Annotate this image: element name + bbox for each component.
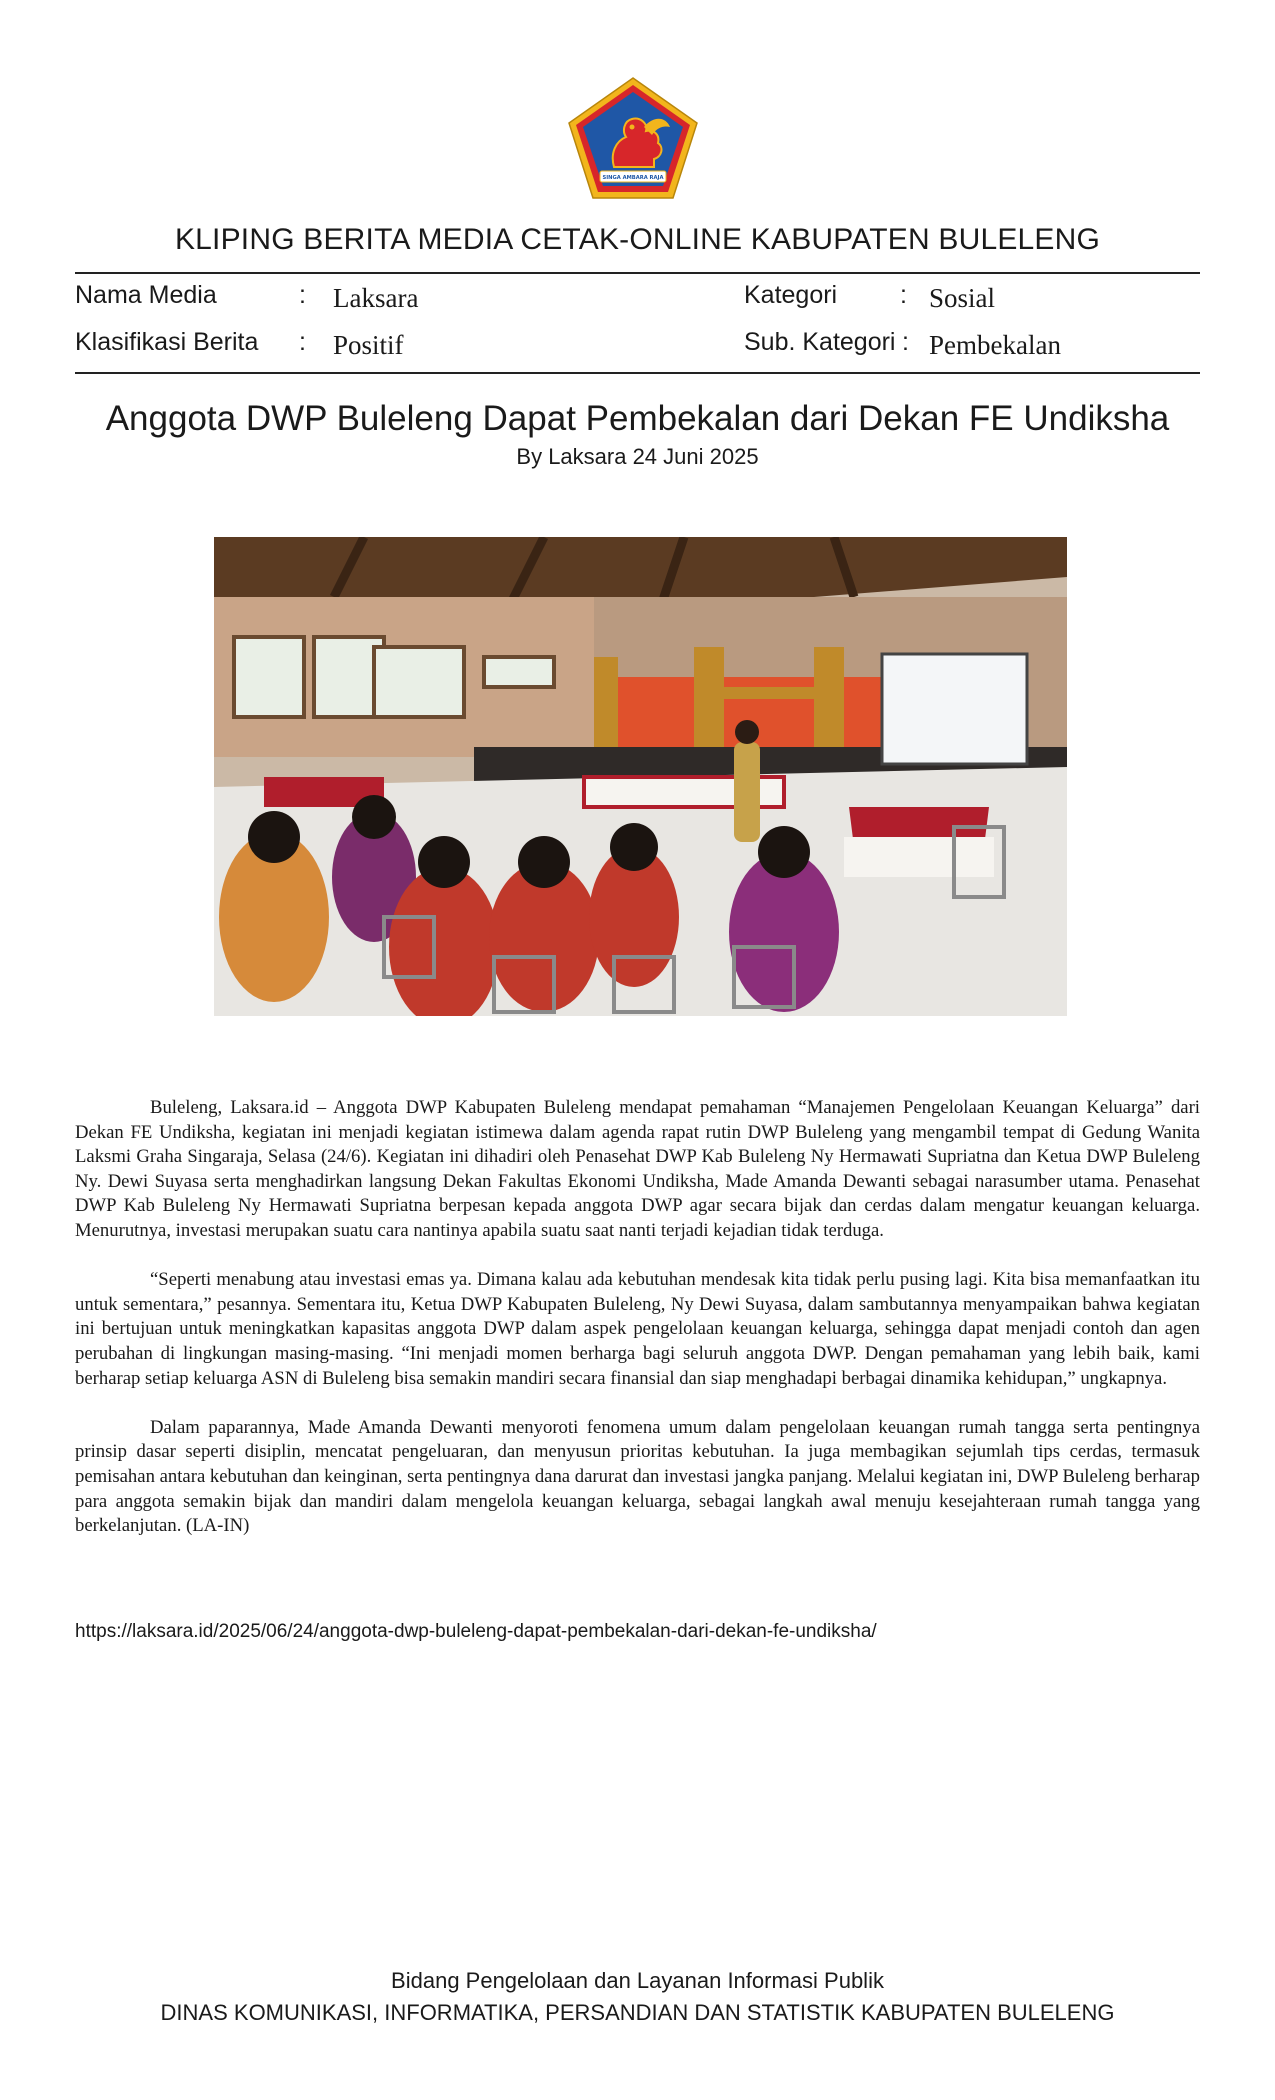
article-paragraph-1: Buleleng, Laksara.id – Anggota DWP Kabupaten Buleleng mendapat pemahaman “Manajemen Pengelolaan Keuangan Keluarga” dari Dekan FE Undiksha, kegiatan ini menjadi kegiatan istimewa dalam agenda rapat rutin DWP Buleleng yang mengambil tempat di Gedung Wanita Laksmi Graha Singaraja, Selasa (24/6). Kegiatan ini dihadiri oleh Penasehat DWP Kab Buleleng Ny Hermawati Supriatna dan Ketua DWP Buleleng Ny. Dewi Suyasa serta menghadirkan langsung Dekan Fakultas Ekonomi Undiksha, Made Amanda Dewanti sebagai narasumber utama. Penasehat DWP Kab Buleleng Ny Hermawati Supriatna berpesan kepada anggota DWP agar secara bijak dan cerdas dalam mengatur keuangan keluarga. Menurutnya, investasi merupakan suatu cara nantinya apabila suatu saat nanti terjadi kejadian tidak terduga. — [75, 1097, 1200, 1241]
nama-media-label: Nama Media — [75, 281, 217, 309]
klasifikasi-separator: : — [299, 328, 306, 356]
sub-kategori-value: Pembekalan — [929, 330, 1061, 360]
crest-banner-text: SINGA AMBARA RAJA — [602, 175, 664, 181]
source-link[interactable]: https://laksara.id/2025/06/24/anggota-dwp-buleleng-dapat-pembekalan-dari-dekan-fe-undiksha/ — [75, 1621, 877, 1642]
lion-eye — [630, 125, 635, 130]
kategori-separator: : — [900, 281, 907, 309]
event-photo — [214, 537, 1067, 1016]
buleleng-crest-logo — [566, 75, 700, 201]
presenter-head — [735, 720, 759, 744]
presenter-table-cloth — [844, 837, 994, 877]
article-body — [75, 1096, 1200, 1563]
nama-media-separator: : — [299, 281, 306, 309]
footer-department: Bidang Pengelolaan dan Layanan Informasi Publik — [391, 1968, 884, 1993]
presenter — [734, 742, 760, 842]
clipping-title: KLIPING BERITA MEDIA CETAK-ONLINE KABUPATEN BULELENG — [174, 223, 1101, 256]
article-title: Anggota DWP Buleleng Dapat Pembekalan dari Dekan FE Undiksha — [105, 399, 1170, 438]
sub-kategori-label: Sub. Kategori — [744, 328, 896, 356]
kategori-label: Kategori — [744, 281, 838, 309]
article-byline: By Laksara 24 Juni 2025 — [516, 444, 759, 469]
article-paragraph-3: Dalam paparannya, Made Amanda Dewanti menyoroti fenomena umum dalam pengelolaan keuangan rumah tangga serta pentingnya prinsip dasar seperti disiplin, mencatat pengeluaran, dan menyusun prioritas kebutuhan. Ia juga membagikan sejumlah tips cerdas, termasuk pemisahan antara kebutuhan dan keinginan, serta pentingnya dana darurat dan investasi jangka panjang. Melalui kegiatan ini, DWP Buleleng berharap para anggota semakin bijak dan mandiri dalam mengelola keuangan keluarga, sebagai langkah awal menuju kesejahteraan rumah tangga yang berkelanjutan. (LA-IN) — [75, 1416, 1200, 1537]
nama-media-value: Laksara — [333, 283, 419, 313]
kategori-value: Sosial — [929, 283, 996, 313]
klasifikasi-value: Positif — [333, 330, 404, 360]
sub-kategori-separator: : — [902, 328, 909, 356]
projector-screen — [882, 654, 1027, 764]
klasifikasi-label: Klasifikasi Berita — [75, 328, 259, 356]
article-paragraph-2: “Seperti menabung atau investasi emas ya. Dimana kalau ada kebutuhan mendesak kita tidak perlu pusing lagi. Kita bisa memanfaatkan itu untuk sementara,” pesannya. Sementara itu, Ketua DWP Kabupaten Buleleng, Ny Dewi Suyasa, dalam sambutannya menyampaikan bahwa kegiatan ini bertujuan untuk meningkatkan kapasitas anggota DWP dalam aspek pengelolaan keuangan keluarga, sehingga dapat menjadi contoh dan agen perubahan di lingkungan masing-masing. “Ini menjadi momen berharga bagi seluruh anggota DWP. Dengan pemahaman yang lebih baik, kami berharap setiap keluarga ASN di Buleleng bisa semakin mandiri secara finansial dan siap menghadapi berbagai dinamika kehidupan,” ungkapnya. — [75, 1269, 1200, 1389]
bottom-divider — [75, 372, 1200, 374]
footer-agency: DINAS KOMUNIKASI, INFORMATIKA, PERSANDIAN DAN STATISTIK KABUPATEN BULELENG — [160, 2000, 1115, 2025]
top-divider — [75, 272, 1200, 274]
